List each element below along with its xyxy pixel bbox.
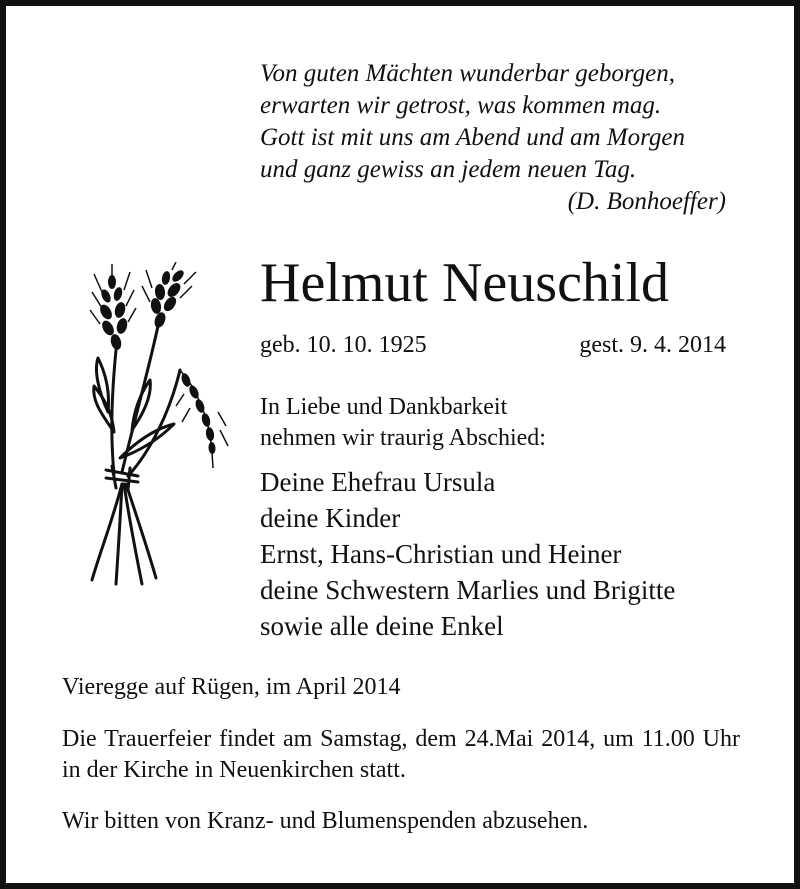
funeral-ceremony-notice: Die Trauerfeier findet am Samstag, dem 24.Mai 2014, um 11.00 Uhr in der Kirche in Neuenkirchen statt.	[62, 726, 740, 783]
poem-line: Gott ist mit uns am Abend und am Morgen	[260, 124, 685, 151]
mourner-line: deine Schwestern Marlies und Brigitte	[260, 575, 676, 605]
mourner-line: Deine Ehefrau Ursula	[260, 467, 496, 497]
wheat-sheaf-icon	[72, 262, 232, 592]
poem-line: und ganz gewiss an jedem neuen Tag.	[260, 156, 637, 183]
death-date: gest. 9. 4. 2014	[579, 332, 726, 358]
place-date: Vieregge auf Rügen, im April 2014	[62, 674, 401, 700]
mourner-line: Ernst, Hans-Christian und Heiner	[260, 539, 622, 569]
donation-request: Wir bitten von Kranz- und Blumenspenden abzusehen.	[62, 808, 589, 834]
intro-line: In Liebe und Dankbarkeit	[260, 394, 508, 420]
poem	[260, 58, 730, 218]
farewell-intro	[260, 392, 546, 454]
life-dates	[260, 330, 726, 360]
poem-line: erwarten wir getrost, was kommen mag.	[260, 92, 662, 119]
mourner-line: sowie alle deine Enkel	[260, 611, 504, 641]
poem-author: (D. Bonhoeffer)	[567, 188, 726, 215]
deceased-name: Helmut Neuschild	[260, 252, 670, 314]
birth-date: geb. 10. 10. 1925	[260, 332, 427, 358]
mourners-list	[260, 464, 675, 644]
intro-line: nehmen wir traurig Abschied:	[260, 425, 546, 451]
poem-line: Von guten Mächten wunderbar geborgen,	[260, 60, 675, 87]
mourner-line: deine Kinder	[260, 503, 401, 533]
